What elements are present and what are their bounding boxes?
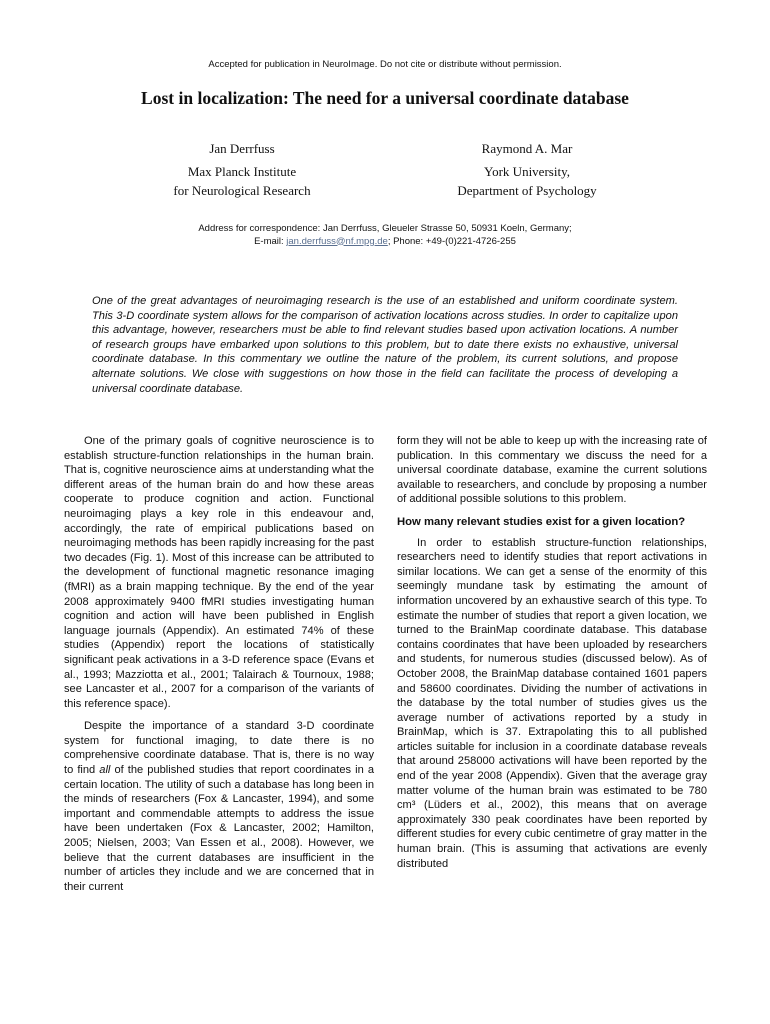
email-label: E-mail: bbox=[254, 235, 287, 247]
body-paragraph: form they will not be able to keep up with the increasing rate of publication. In this commentary we discuss the need for a universal coordinate database, examine the current solutions available to researchers, and conclude by proposing a number of additional possible solutions to this problem. bbox=[397, 435, 707, 506]
author-affiliation: for Neurological Research bbox=[173, 183, 311, 198]
paper-title: Lost in localization: The need for a universal coordinate database bbox=[141, 88, 629, 108]
body-paragraph: In order to establish structure-function relationships, researchers need to identify studies that report activations in similar locations. We can get a sense of the enormity of this seemingly mundane task by estimating the amount of information uncovered by an exhaustive search of this type. To estimate the number of studies that report a given location, we turned to the BrainMap coordinate database. This database contains coordinates that have been uploaded by researchers and students, for numerous studies (discussed below). As of October 2008, the BrainMap database contained 1601 papers and 58600 coordinates. Dividing the number of activations in the database by the total number of studies gives us the average number of activations reported by a study in BrainMap, which is 37. Extrapolating this to all published articles suitable for inclusion in a coordinate database reveals that around 258000 activations will have been reported by the end of the year 2008 (Appendix). Given that the average gray matter volume of the human brain was estimated to be 780 cm³ (Lüders et al., 2002), this means that on average approximately 330 peak coordinates have been reported by different studies for every cubic centimetre of gray matter in the human brain. (This is assuming that activations are evenly distributed bbox=[397, 536, 707, 870]
paragraph-text: Despite the importance of a standard 3-D coordinate system for functional imaging, to date there is no comprehensive coordinate database. That is, there is no way to find bbox=[64, 720, 374, 777]
phone-text: ; Phone: +49-(0)221-4726-255 bbox=[387, 235, 516, 247]
author-affiliation: Department of Psychology bbox=[457, 183, 597, 198]
author-block-1 bbox=[122, 139, 362, 200]
author-name: Raymond A. Mar bbox=[481, 141, 573, 156]
body-paragraph: One of the primary goals of cognitive neuroscience is to establish structure-function relationships in the human brain. That is, cognitive neuroscience aims at understanding what the different areas of the human brain do and how these areas cooperate to produce cognition and action. Functional neuroimaging plays a key role in this endeavour and, accordingly, the rate of empirical publications based on neuroimaging methods has been rapidly increasing for the past two decades (Fig. 1). Most of this increase can be attributed to the development of functional magnetic resonance imaging (fMRI) as a brain mapping technique. By the end of the year 2008 approximately 9400 fMRI studies investigating human cognition and action will have been published in English language journals (Appendix). An estimated 74% of these studies (Appendix) report the locations of statistically significant peak activations in a 3-D reference space (Evans et al., 1993; Mazziotta et al., 2001; Talairach & Tournoux, 1988; see Lancaster et al., 2007 for a comparison of the variants of this reference space). bbox=[64, 435, 374, 710]
body-paragraph bbox=[64, 719, 374, 894]
left-column bbox=[64, 434, 374, 902]
emphasis-text: all bbox=[99, 764, 111, 777]
email-link[interactable]: jan.derrfuss@nf.mpg.de bbox=[286, 235, 388, 247]
right-column bbox=[397, 434, 707, 879]
author-block-2 bbox=[407, 139, 647, 200]
paragraph-text: of the published studies that report coordinates in a certain location. The utility of such a database has long been in the minds of researchers (Fox & Lancaster, 1994), and some important and commendable attempts to address the issue have been undertaken (Fox & Lancaster, 2002; Hamilton, 2005; Nielsen, 2003; Van Essen et al., 2008). However, we believe that the current databases are insufficient in the number of articles they include and we are concerned that in their current bbox=[64, 764, 374, 893]
author-affiliation: Max Planck Institute bbox=[187, 164, 297, 179]
author-affiliation: York University, bbox=[484, 164, 570, 179]
address-line: Address for correspondence: Jan Derrfuss, Gleueler Strasse 50, 50931 Koeln, Germany; bbox=[198, 223, 572, 234]
abstract: One of the great advantages of neuroimaging research is the use of an established and uniform coordinate system. This 3-D coordinate system allows for the comparison of activation locations across studies. In order to capitalize upon this advantage, however, researchers must be able to find relevant studies based upon activation locations. A number of research groups have embarked upon solutions to this problem, but to date there exists no exhaustive, universal coordinate database. In this commentary we outline the nature of the problem, its current solutions, and propose alternate solutions. We close with suggestions on how those in the field can facilitate the process of developing a universal coordinate database. bbox=[92, 295, 678, 395]
correspondence-address bbox=[0, 223, 770, 248]
contact-line bbox=[0, 236, 770, 249]
publication-notice: Accepted for publication in NeuroImage. Do not cite or distribute without permission. bbox=[208, 59, 562, 70]
section-heading: How many relevant studies exist for a given location? bbox=[397, 515, 686, 528]
author-name: Jan Derrfuss bbox=[209, 141, 275, 156]
